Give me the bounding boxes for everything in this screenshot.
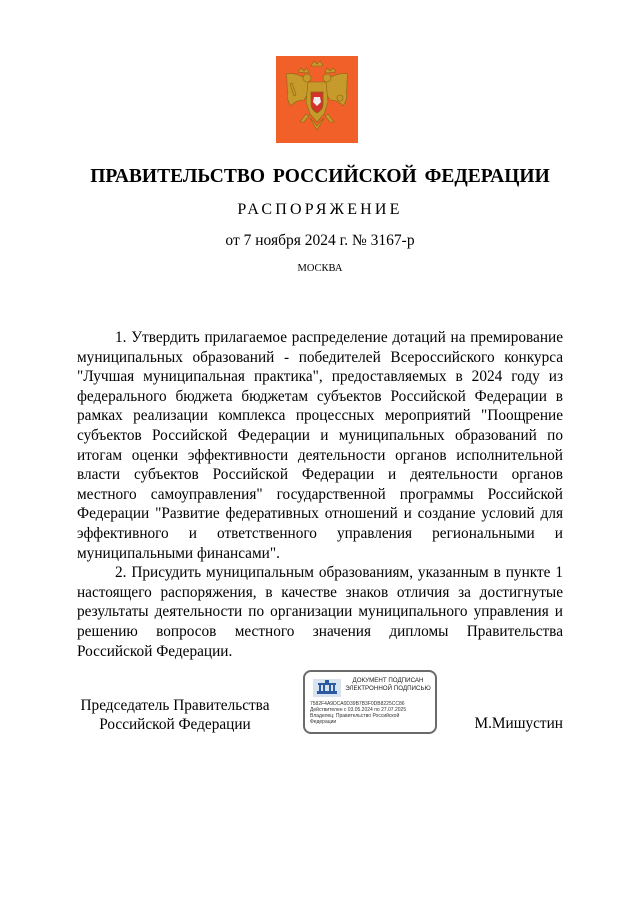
paragraph-1: 1. Утвердить прилагаемое распределение дотаций на премирование муниципальных образований - победителей Всероссийского конкурса "Лучшая муниципальная практика", предоставляемых в 2024 году из федерального бюджета бюджетам субъектов Российской Федерации в рамках реализации комплекса процессных мероприятий "Поощрение субъектов Российской Федерации и муниципальных образований по итогам оценки эффективности деятельности органов исполнительной власти субъектов Российской Федерации и деятельности органов местного самоуправления" государственной программы Российской Федерации "Развитие федеративных отношений и создание условий для эффективного и ответственного управления региональными и муниципальными финансами".	[77, 329, 563, 562]
document-type: РАСПОРЯЖЕНИЕ	[237, 201, 403, 218]
stamp-details	[310, 701, 436, 725]
document-city: МОСКВА	[297, 263, 343, 274]
coat-of-arms-emblem	[276, 56, 358, 143]
electronic-signature-stamp	[303, 670, 437, 734]
government-title: ПРАВИТЕЛЬСТВО РОССИЙСКОЙ ФЕДЕРАЦИИ	[90, 166, 550, 187]
stamp-owner-line2: Федерации	[310, 719, 337, 725]
document-body	[77, 328, 563, 661]
government-building-icon	[313, 679, 341, 697]
stamp-validity: Действителен с 03.05.2024 по 27.07.2025	[310, 707, 407, 713]
paragraph-2: 2. Присудить муниципальным образованиям, указанным в пункте 1 настоящего распоряжения, в качестве знаков отличия за достигнутые результаты деятельности по организации муниципального управления и решению вопросов местного значения дипломы Правительства Российской Федерации.	[77, 564, 563, 660]
stamp-serial: 7582F4A9DCA0D39B7B3F0DB8225CC86	[310, 701, 405, 707]
stamp-heading	[343, 677, 433, 692]
stamp-owner-line1: Владелец: Правительство Российской	[310, 713, 400, 719]
signer-name: М.Мишустин	[474, 715, 563, 732]
stamp-heading-line2: ЭЛЕКТРОННОЙ ПОДПИСЬЮ	[345, 684, 431, 692]
signer-position-line2: Российской Федерации	[99, 716, 251, 733]
signer-position-line1: Председатель Правительства	[80, 697, 270, 714]
signer-position	[77, 696, 273, 734]
russian-coat-of-arms-icon	[276, 56, 358, 143]
document-date-number: от 7 ноября 2024 г. № 3167-р	[225, 232, 415, 249]
stamp-heading-line1: ДОКУМЕНТ ПОДПИСАН	[352, 677, 424, 684]
